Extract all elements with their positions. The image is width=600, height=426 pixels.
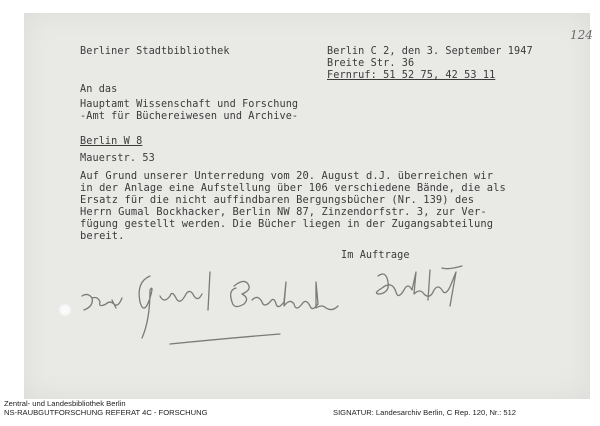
page-number: 124 [570, 28, 593, 42]
body-line: Ersatz für die nicht auffindbaren Bergungsbücher (Nr. 139) des [80, 194, 475, 206]
body-line: Herrn Gumal Bockhacker, Berlin NW 87, Zinzendorfstr. 3, zur Ver- [80, 206, 487, 218]
handwritten-signature [376, 266, 462, 306]
handwritten-name [139, 272, 210, 338]
footer-department: NS-RAUBGUTFORSCHUNG REFERAT 4C - FORSCHUNG [4, 408, 208, 417]
footer-signature-reference: SIGNATUR: Landesarchiv Berlin, C Rep. 120, Nr.: 512 [333, 408, 517, 417]
footer-left [4, 399, 208, 417]
handwritten-name [82, 294, 122, 310]
body-line: bereit. [80, 230, 125, 242]
sender-phone: Fernruf: 51 52 75, 42 53 11 [327, 70, 496, 81]
handwritten-underline [170, 334, 280, 344]
footer-institution: Zentral- und Landesbibliothek Berlin [4, 399, 126, 408]
handwritten-name [231, 281, 338, 309]
sender-name: Berliner Stadtbibliothek [80, 46, 230, 57]
recipient-prefix: An das [80, 84, 118, 95]
body-line: fügung gestellt werden. Die Bücher liegen in der Zugangsabteilung [80, 218, 494, 230]
recipient-line2: -Amt für Büchereiwesen und Archive- [80, 111, 299, 122]
body-line: in der Anlage eine Aufstellung über 106 verschiedene Bände, die als [80, 182, 506, 194]
recipient-city: Berlin W 8 [80, 136, 143, 147]
body-line: Auf Grund unserer Unterredung vom 20. August d.J. überreichen wir [80, 170, 494, 182]
closing: Im Auftrage [341, 250, 410, 261]
sender-street: Breite Str. 36 [327, 58, 415, 69]
recipient-line1: Hauptamt Wissenschaft und Forschung [80, 99, 299, 110]
recipient-street: Mauerstr. 53 [80, 153, 155, 164]
place-date: Berlin C 2, den 3. September 1947 [327, 46, 533, 57]
